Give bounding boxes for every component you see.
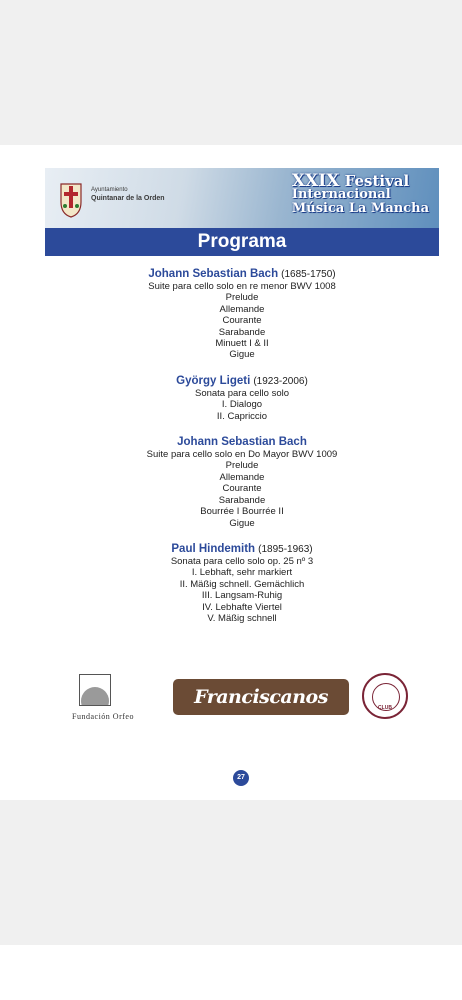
bottom-background-band <box>0 800 462 945</box>
work-line: IV. Lebhafte Viertel <box>202 601 282 613</box>
work-line: Prelude <box>225 292 259 304</box>
work-line: Sarabande <box>218 494 266 506</box>
program-title: Programa <box>45 228 439 256</box>
orfeo-name: Fundación Orfeo <box>72 712 134 721</box>
work-line: Bourrée I Bourrée II <box>200 506 284 518</box>
festival-internacional: Internacional <box>291 187 391 202</box>
club-label: CLUB <box>378 705 392 711</box>
work-line: I. Dialogo <box>221 399 263 411</box>
top-background-band <box>0 0 462 145</box>
work-line: V. Mäßig schnell <box>207 612 277 624</box>
work-line: II. Mäßig schnell. Gemächlich <box>179 578 305 590</box>
composer-dates: (1895-1963) <box>258 543 313 555</box>
work-line: Courante <box>222 315 262 327</box>
work-line: Courante <box>222 483 262 495</box>
work-line: Minuett I & II <box>215 338 269 350</box>
program-block <box>45 436 439 529</box>
festival-la-mancha: La Mancha <box>348 201 429 216</box>
work-line: Sarabande <box>218 326 266 338</box>
town-crest-icon <box>59 178 83 218</box>
work-line: Gigue <box>229 517 255 529</box>
program-block <box>45 543 439 624</box>
work-line: Suite para cello solo en Do Mayor BWV 1009 <box>146 449 338 461</box>
festival-edition: XXIX <box>291 171 340 191</box>
program-block <box>45 375 439 422</box>
work-line: II. Capriccio <box>216 410 268 422</box>
work-line: Gigue <box>229 349 255 361</box>
work-line: Allemande <box>219 303 265 315</box>
work-line: Prelude <box>225 460 259 472</box>
sponsor-logos <box>45 672 439 744</box>
ayuntamiento-name: Quintanar de la Orden <box>91 195 165 202</box>
festival-header-banner <box>45 168 439 228</box>
composer-name: Paul Hindemith <box>171 542 256 555</box>
festival-title <box>291 171 429 216</box>
work-line: III. Langsam-Ruhig <box>201 590 283 602</box>
work-line: Suite para cello solo en re menor BWV 1008 <box>148 281 336 292</box>
orfeo-dome-icon <box>79 674 111 706</box>
work-line: Sonata para cello solo <box>194 387 289 399</box>
composer-dates: (1923-2006) <box>253 375 308 387</box>
work-line: Allemande <box>219 471 265 483</box>
program-list <box>45 268 439 638</box>
composer-dates: (1685-1750) <box>281 269 336 280</box>
work-line: Sonata para cello solo op. 25 nº 3 <box>170 555 314 567</box>
composer-name: Johann Sebastian Bach <box>148 268 279 280</box>
festival-musica: Música <box>291 201 345 216</box>
program-block <box>45 268 439 361</box>
composer-name: Johann Sebastian Bach <box>177 436 307 449</box>
composer-name: György Ligeti <box>176 374 251 387</box>
club-emblem-icon <box>362 673 408 719</box>
franciscanos-logo: Franciscanos T.o.r. <box>173 679 349 715</box>
ayuntamiento-label: Ayuntamiento <box>91 187 128 193</box>
fundacion-orfeo-logo <box>53 674 153 724</box>
festival-word: Festival <box>344 172 410 190</box>
page-number-badge: 27 <box>233 770 249 786</box>
work-line: I. Lebhaft, sehr markiert <box>191 567 293 579</box>
